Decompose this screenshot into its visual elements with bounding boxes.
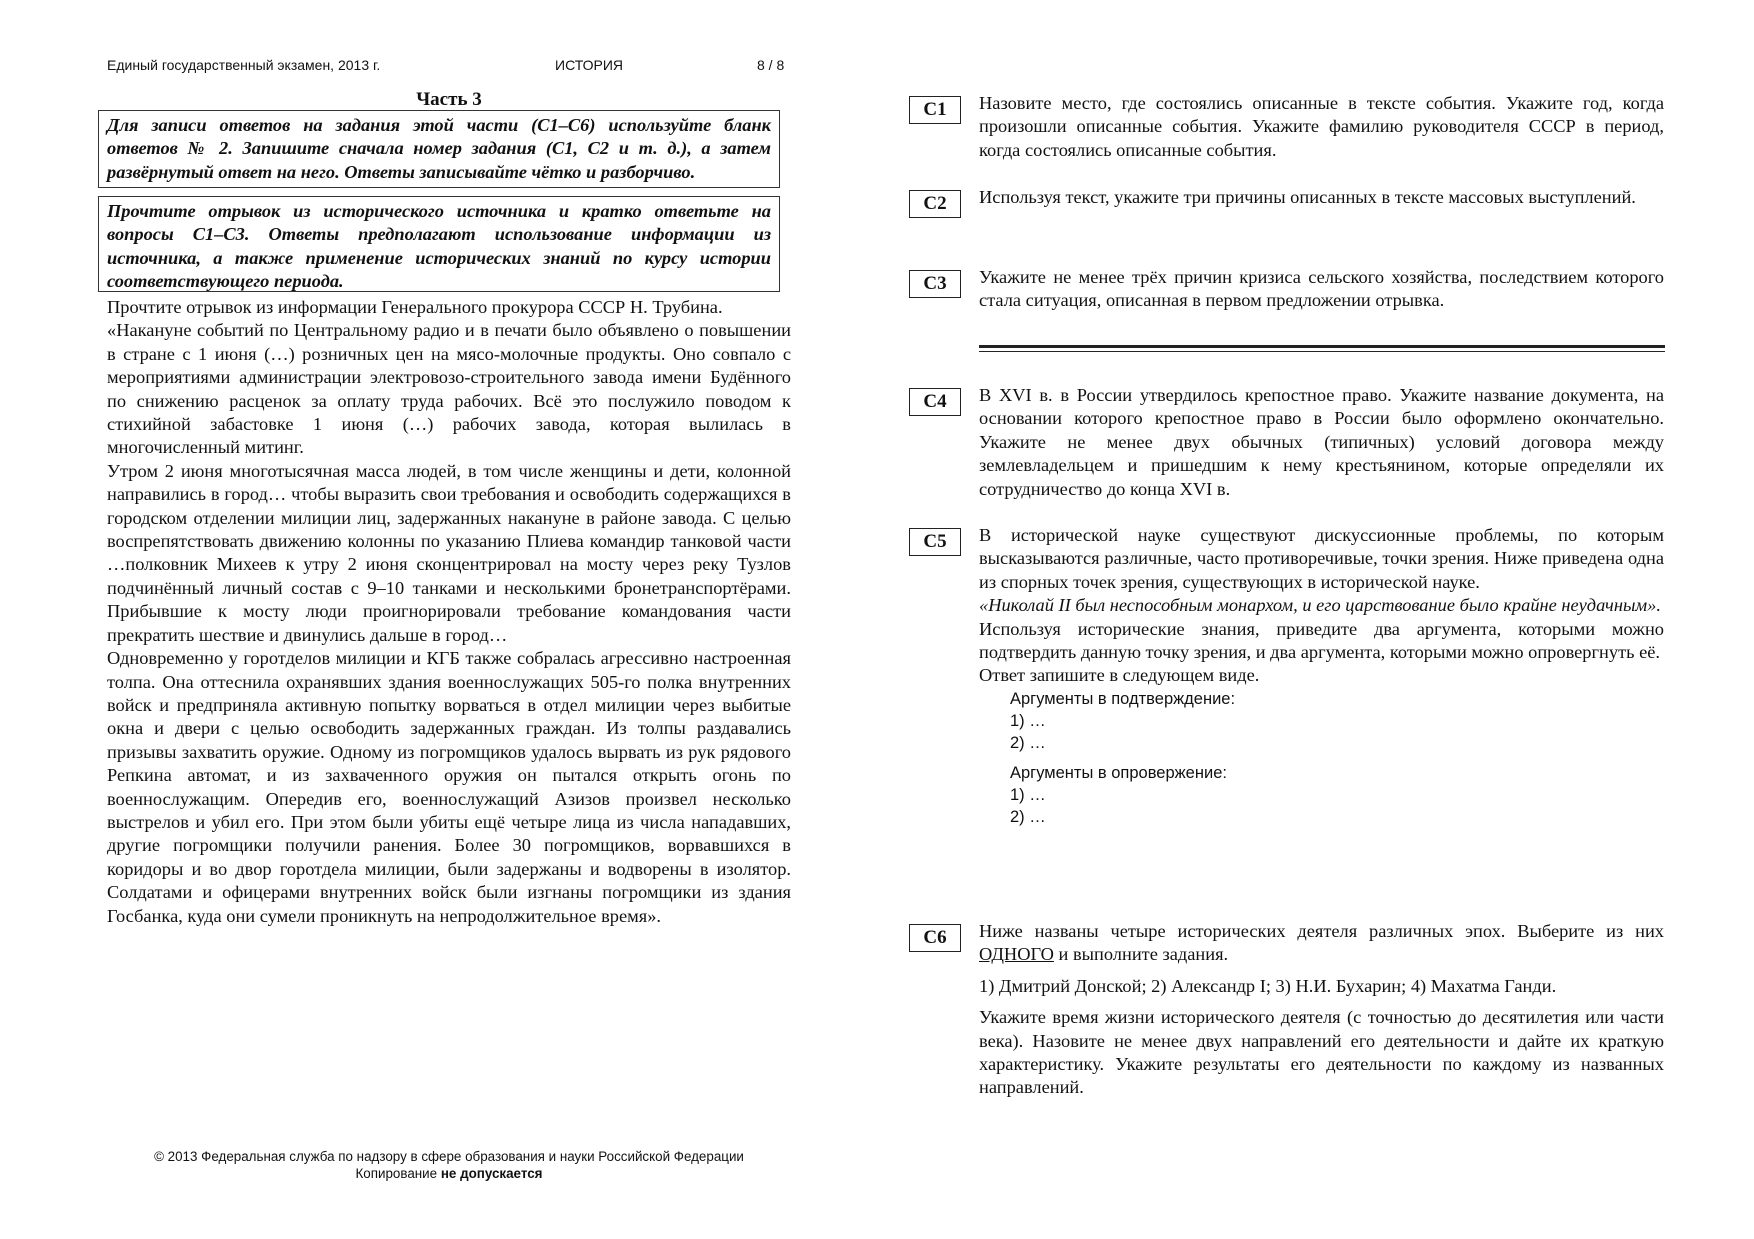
task-label-c6: С6 — [909, 924, 961, 952]
source-instruction-box: Прочтите отрывок из исторического источника и кратко ответьте на вопросы С1–С3. Ответы предполагают использование информации из источника, а также применение исторических знаний по курсу истории соответствующего периода. — [98, 196, 780, 292]
task-c5-instruction: Используя исторические знания, приведите два аргумента, которыми можно подтвердить данную точку зрения, и два аргумента, которыми можно опровергнуть её. — [979, 618, 1664, 663]
part-title: Часть 3 — [416, 89, 482, 110]
source-paragraph: Одновременно у горотделов милиции и КГБ также собралась агрессивно настроенная толпа. Она оттеснила охранявших здания военнослужащих 505-го полка внутренних войск и предприняла активную попытку ворваться в отдел милиции через выбитые окна и двери с целью освободить задержанных граждан. Из толпы раздавались призывы захватить оружие. Одному из погромщиков удалось вырвать из рук рядового Репкина автомат, и из захваченного оружия он пытался открыть огонь по военнослужащим. Опередив его, военнослужащий Азизов произвел несколько выстрелов и убил его. При этом были убиты ещё четыре лица из числа нападавших, другие погромщики получили ранения. Более 30 погромщиков, ворвавшихся в коридоры и во двор горотдела милиции, были задержаны и водворены в изолятор. Солдатами и офицерами внутренних войск были изгнаны погромщики из здания Госбанка, куда они сумели проникнуть на непродолжительное время». — [107, 648, 791, 926]
task-text-c1: Назовите место, где состоялись описанные в тексте события. Укажите год, когда произошли описанные события. Укажите фамилию руководителя СССР в период, когда состоялись описанные события. — [979, 93, 1664, 160]
task-c5-intro: В исторической науке существуют дискуссионные проблемы, по которым высказываются различные, часто противоречивые, точки зрения. Ниже приведена одна из спорных точек зрения, существующих в исторической науке. — [979, 525, 1664, 592]
confirm-item: 1) … — [1010, 711, 1046, 730]
copy-notice — [107, 1165, 791, 1182]
task-label-c2: С2 — [909, 190, 961, 218]
task-text-c3: Укажите не менее трёх причин кризиса сельского хозяйства, последствием которого стала ситуация, описанная в первом предложении отрывка. — [979, 267, 1664, 311]
task-c6-instruction: Укажите время жизни исторического деятеля (с точностью до десятилетия или части века). Назовите не менее двух направлений его деятельности и дайте их краткую характеристику. Укажите результаты его деятельности по каждому из названных направлений. — [979, 1007, 1664, 1098]
source-text — [107, 296, 791, 928]
source-paragraph: Утром 2 июня многотысячная масса людей, в том числе женщины и дети, колонной направились в город… чтобы выразить свои требования и освободить содержащихся в городском отделении милиции лиц, задержанных накануне в районе завода. С целью воспрепятствовать движению колонны по указанию Плиева командир танковой части …полковник Михеев к утру 2 июня сконцентрировал на мосту через реку Тузлов подчинённый личный состав с 9–10 танками и несколькими бронетранспортёрами. Прибывшие к мосту люди проигнорировали требование командования части прекратить шествие и двинулись дальше в город… — [107, 460, 791, 645]
task-text-c2: Используя текст, укажите три причины описанных в тексте массовых выступлений. — [979, 187, 1636, 207]
task-text-c4: В XVI в. в России утвердилось крепостное право. Укажите название документа, на основании которого крепостное право в России было оформлено окончательно. Укажите не менее двух обычных (типичных) условий договора между землевладельцем и пришедшим к нему крестьянином, которые определяли их сотрудничество до конца XVI в. — [979, 385, 1664, 499]
exam-title: Единый государственный экзамен, 2013 г. — [107, 57, 381, 73]
copyright-footer — [107, 1148, 791, 1182]
source-intro: Прочтите отрывок из информации Генерального прокурора СССР Н. Трубина. — [107, 297, 723, 317]
copy-notice-prefix: Копирование — [355, 1166, 441, 1181]
confirm-item: 2) … — [1010, 733, 1046, 752]
refute-item: 2) … — [1010, 807, 1046, 826]
task-c5-quote: «Николай II был неспособным монархом, и его царствование было крайне неудачным». — [979, 595, 1661, 616]
section-divider — [979, 345, 1665, 348]
copyright-line: © 2013 Федеральная служба по надзору в сфере образования и науки Российской Федерации — [154, 1149, 744, 1164]
task-c6-figures: 1) Дмитрий Донской; 2) Александр I; 3) Н.И. Бухарин; 4) Махатма Ганди. — [979, 975, 1557, 996]
task-c6-intro-before: Ниже названы четыре исторических деятеля различных эпох. Выберите из них — [979, 921, 1664, 941]
task-c6-intro-after: и выполните задания. — [1053, 944, 1229, 965]
copy-notice-bold: не допускается — [440, 1166, 543, 1181]
refute-heading: Аргументы в опровержение: — [1010, 763, 1227, 782]
answer-template — [979, 688, 1664, 828]
task-c6-intro-underlined: ОДНОГО — [979, 944, 1054, 965]
task-label-c4: С4 — [909, 388, 961, 416]
confirm-heading: Аргументы в подтверждение: — [1010, 689, 1236, 708]
page-header — [107, 57, 791, 77]
refute-item: 1) … — [1010, 785, 1046, 804]
answer-instruction-box: Для записи ответов на задания этой части (С1–С6) используйте бланк ответов № 2. Запишите сначала номер задания (С1, С2 и т. д.), а затем развёрнутый ответ на него. Ответы записывайте чётко и разборчиво. — [98, 110, 780, 188]
task-text-c6 — [979, 920, 1664, 1100]
task-label-c1: С1 — [909, 96, 961, 124]
page-number: 8 / 8 — [757, 57, 785, 73]
subject-title: ИСТОРИЯ — [555, 57, 624, 73]
task-c5-format-note: Ответ запишите в следующем виде. — [979, 665, 1260, 686]
task-label-c3: С3 — [909, 270, 961, 298]
task-c6-intro — [979, 920, 1664, 967]
source-paragraph: «Накануне событий по Центральному радио и в печати было объявлено о повышении в стране с 1 июня (…) розничных цен на мясо-молочные продукты. Оно совпало с мероприятиями администрации электровозо-строительного завода имени Будённого по снижению расценок за оплату труда рабочих. Всё это послужило поводом к стихийной забастовке 1 июня (…) рабочих завода, которая вылилась в многочисленный митинг. — [107, 320, 791, 458]
task-label-c5: С5 — [909, 528, 961, 556]
task-text-c5 — [979, 524, 1664, 828]
